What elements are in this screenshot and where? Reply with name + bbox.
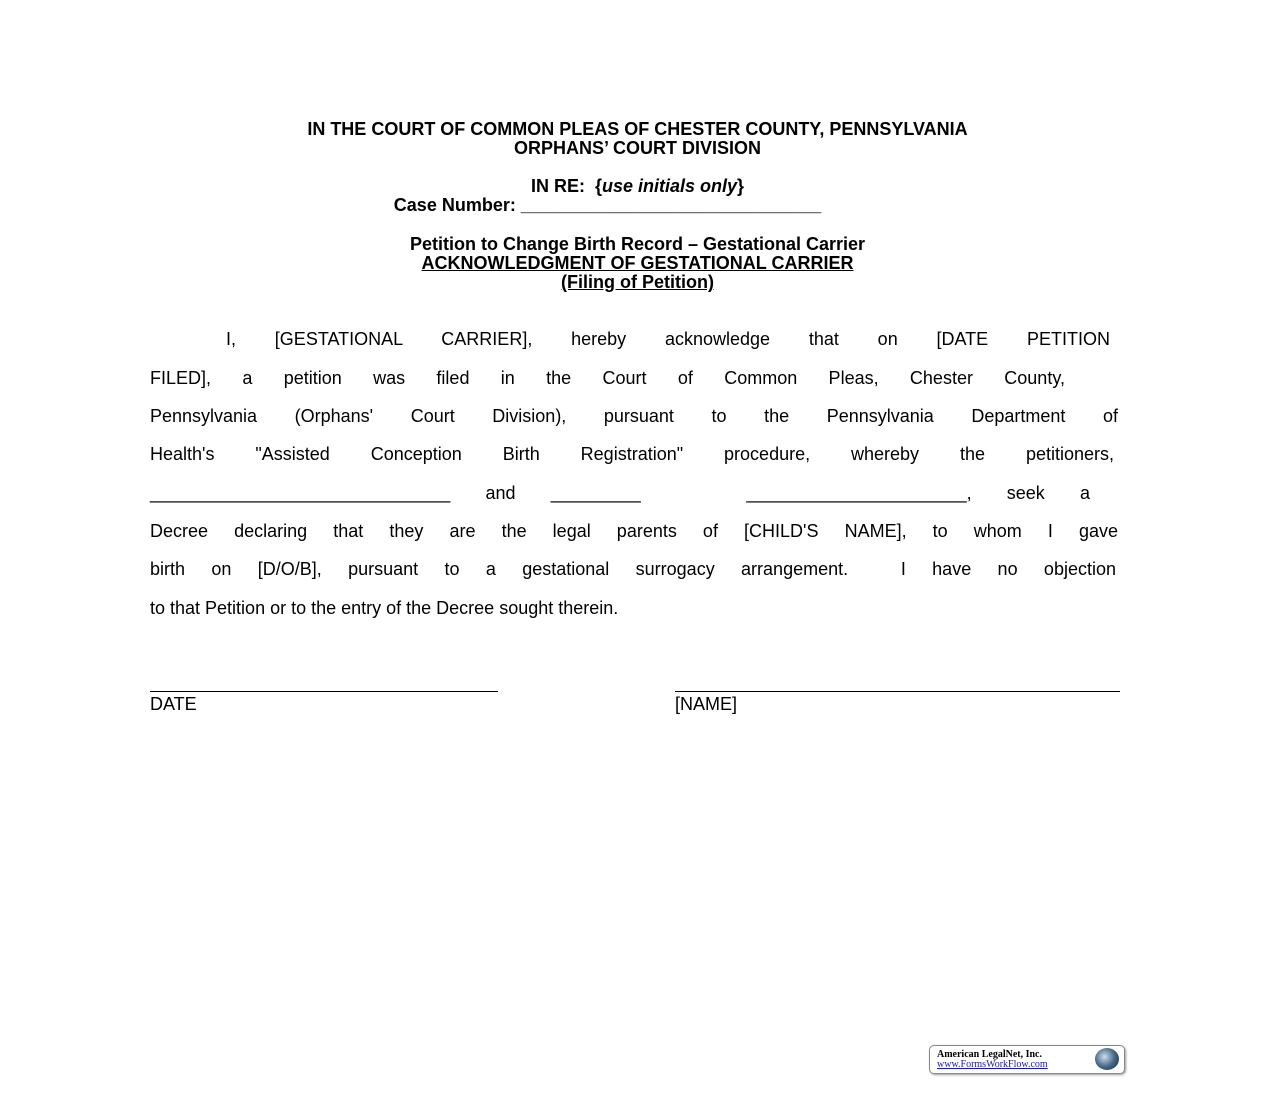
body-line: birth on [D/O/B], pursuant to a gestational surrogacy arrangement. I have no objection: [150, 559, 1116, 579]
body-line: Health's "Assisted Conception Birth Registration" procedure, whereby the petitioners,: [150, 444, 1114, 464]
logo-url[interactable]: www.FormsWorkFlow.com: [937, 1059, 1048, 1070]
in-re-value: use initials only: [601, 176, 738, 196]
american-legalnet-logo[interactable]: [929, 1045, 1125, 1074]
case-number-line: [0, 196, 1245, 215]
logo-company: American LegalNet, Inc.: [937, 1049, 1042, 1060]
case-number-blank: ______________________________: [520, 195, 822, 215]
name-label: [NAME]: [675, 694, 738, 714]
case-number-label: Case Number:: [393, 195, 516, 215]
body-line: to that Petition or to the entry of the Decree sought therein.: [150, 598, 619, 618]
division-heading: ORPHANS’ COURT DIVISION: [513, 138, 762, 158]
court-heading: IN THE COURT OF COMMON PLEAS OF CHESTER COUNTY, PENNSYLVANIA: [307, 119, 968, 139]
acknowledgment-title: ACKNOWLEDGMENT OF GESTATIONAL CARRIER: [421, 253, 854, 273]
filing-subtitle: (Filing of Petition): [561, 272, 714, 292]
globe-icon: [1095, 1048, 1119, 1070]
body-line: FILED], a petition was filed in the Court of Common Pleas, Chester County,: [150, 368, 1065, 388]
body-line: Decree declaring that they are the legal parents of [CHILD'S NAME], to whom I gave: [150, 521, 1118, 541]
body-line: I, [GESTATIONAL CARRIER], hereby acknowledge that on [DATE PETITION: [226, 329, 1110, 349]
name-signature-line: [675, 691, 1120, 692]
date-label: DATE: [150, 694, 197, 714]
in-re-label: IN RE:: [530, 176, 585, 196]
date-signature-line: [150, 691, 498, 692]
in-re-line: IN RE: {use initials only}: [530, 176, 745, 196]
petition-title: Petition to Change Birth Record – Gestational Carrier: [409, 234, 866, 254]
body-line: ______________________________ and _________ ______________________, seek a: [150, 483, 1090, 503]
body-line: Pennsylvania (Orphans' Court Division), pursuant to the Pennsylvania Department of: [150, 406, 1118, 426]
